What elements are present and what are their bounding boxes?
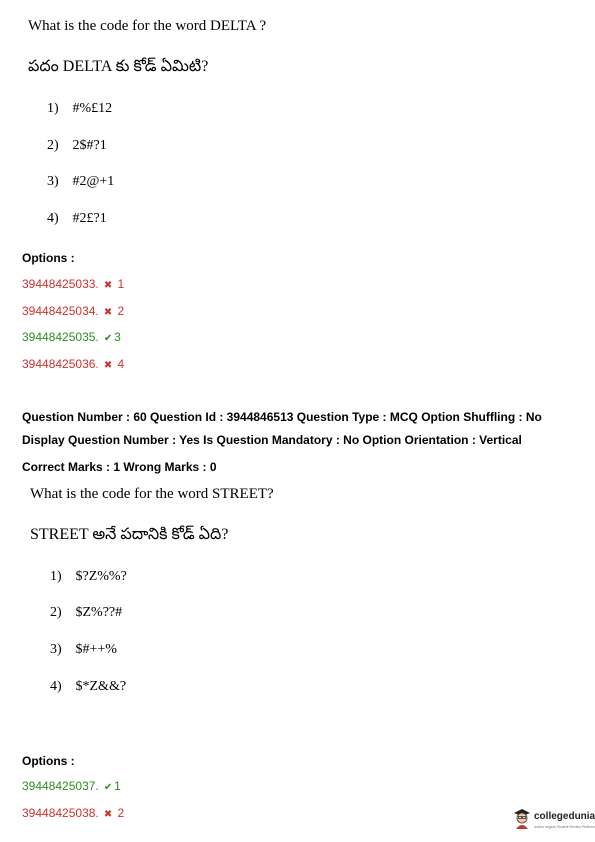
answer-option-row: 39448425033. ✖ 1 [22,277,125,291]
question-meta-line-2: Display Question Number : Yes Is Question Mandatory : No Option Orientation : Vertical [22,433,522,447]
q60-option-1: 1) $?Z%%? [50,569,127,584]
answer-option-row-correct: 39448425037. ✔ 1 [22,779,121,793]
cross-icon: ✖ [103,280,113,291]
q59-option-1: 1) #%£12 [47,101,113,116]
options-label: Options : [22,251,75,265]
question-meta-line-3: Correct Marks : 1 Wrong Marks : 0 [22,460,217,474]
options-label: Options : [22,754,75,768]
logo-name: collegedunia [534,811,595,822]
question-60-text-te: STREET అనే పదానికి కోడ్ ఏది? [30,526,229,543]
cross-icon: ✖ [103,360,113,371]
question-60-text-en: What is the code for the word STREET? [30,486,274,502]
q60-option-3: 3) $#++% [50,642,117,657]
logo-tagline: India's largest Student Review Platform [534,825,595,829]
answer-option-row: 39448425034. ✖ 2 [22,304,125,318]
question-59-text-te: పదం DELTA కు కోడ్ ఏమిటి? [28,58,209,75]
question-59-text-en: What is the code for the word DELTA ? [28,18,267,34]
check-icon: ✔ [103,333,113,344]
student-mascot-icon [512,807,532,829]
cross-icon: ✖ [103,307,113,318]
check-icon: ✔ [103,782,113,793]
collegedunia-logo [512,806,595,829]
answer-option-row: 39448425036. ✖ 4 [22,357,125,371]
question-meta-line-1: Question Number : 60 Question Id : 3944846513 Question Type : MCQ Option Shuffling : No [22,410,542,424]
answer-option-row: 39448425038. ✖ 2 [22,806,125,820]
q60-option-4: 4) $*Z&&? [50,679,127,694]
q59-option-2: 2) 2$#?1 [47,138,107,153]
cross-icon: ✖ [103,809,113,820]
q60-option-2: 2) $Z%??# [50,605,123,620]
answer-option-row-correct: 39448425035. ✔ 3 [22,330,121,344]
q59-option-3: 3) #2@+1 [47,174,115,189]
q59-option-4: 4) #2£?1 [47,211,107,226]
